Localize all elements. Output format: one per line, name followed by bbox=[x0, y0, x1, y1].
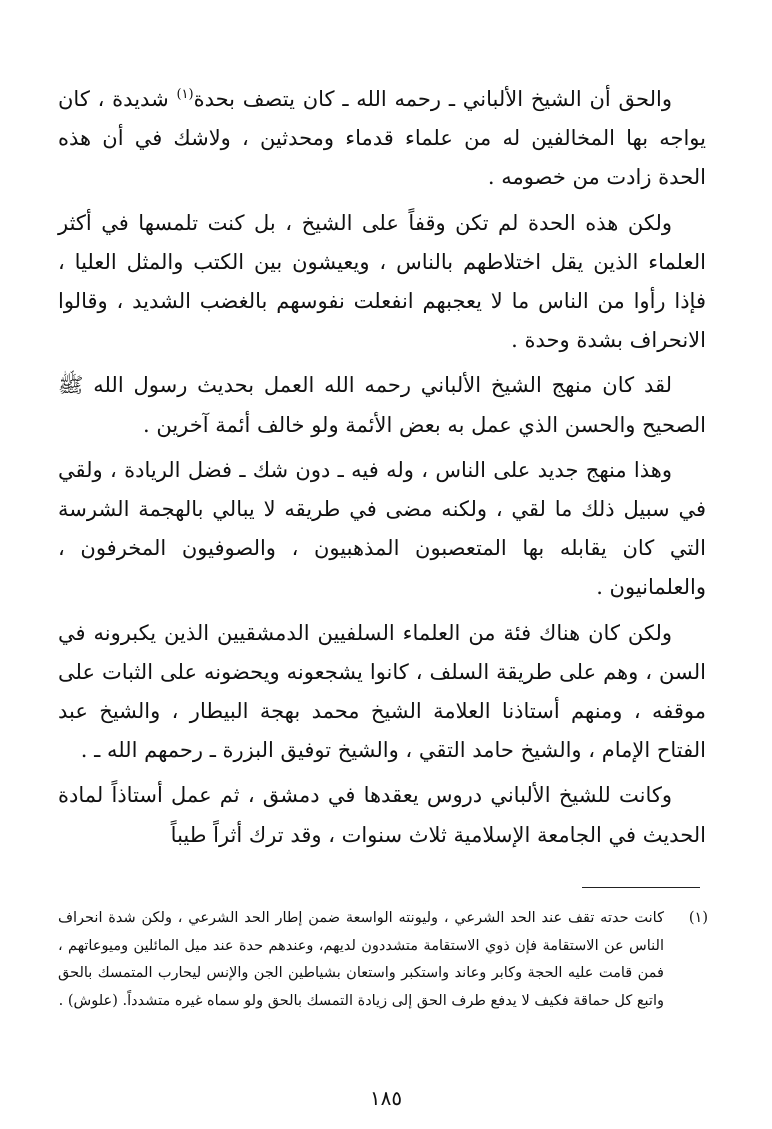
footnote-text: كانت حدته تقف عند الحد الشرعي ، وليونته الواسعة ضمن إطار الحد الشرعي ، ولكن شدة انحراف الناس عن الاستقامة فإن ذوي الاستقامة متشددون لديهم، وعندهم حدة عند ميل المائلين وميوعاتهم ، فمن قامت عليه الحجة وكابر وعاند واستكبر واستعان بشياطين الجن والإنس ليحارب المتمسك بالحق واتبع كل حماقة فكيف لا يدفع طرف الحق إلى زيادة التمسك بالحق ولو سماه غيره متشدداً. (علوش) . bbox=[58, 910, 664, 1009]
paragraph-5: ولكن كان هناك فئة من العلماء السلفيين الدمشقيين الذين يكبرونه في السن ، وهم على طريقة السلف ، كانوا يشجعونه ويحضونه على الثبات على موقفه ، ومنهم أستاذنا العلامة الشيخ محمد بهجة البيطار ، والشيخ عبد الفتاح الإمام ، والشيخ حامد التقي ، والشيخ توفيق البزرة ـ رحمهم الله ـ . bbox=[58, 620, 706, 763]
paragraph-1-text-continued: شديدة ، كان يواجه بها المخالفين له من علماء قدماء ومحدثين ، ولاشك في أن هذه الحدة زادت من خصومه . bbox=[58, 87, 706, 190]
paragraph-2: ولكن هذه الحدة لم تكن وقفاً على الشيخ ، بل كنت تلمسها في أكثر العلماء الذين يقل اختلاطهم بالناس ، ويعيشون بين الكتب والمثل العليا ، فإذا رأوا من الناس ما لا يعجبهم انفعلت نفوسهم بالغضب الشديد ، وقالوا الانحراف بشدة وحدة . bbox=[58, 210, 706, 353]
paragraph-3: لقد كان منهج الشيخ الألباني رحمه الله العمل بحديث رسول الله ﷺ الصحيح والحسن الذي عمل به بعض الأئمة ولو خالف أئمة آخرين . bbox=[58, 373, 706, 437]
paragraph-1-text: والحق أن الشيخ الألباني ـ رحمه الله ـ كان يتصف بحدة bbox=[193, 87, 672, 111]
page-number: ١٨٥ bbox=[369, 1086, 403, 1110]
paragraph-1 bbox=[58, 80, 706, 198]
paragraph-6: وكانت للشيخ الألباني دروس يعقدها في دمشق ، ثم عمل أستاذاً لمادة الحديث في الجامعة الإسلامية ثلاث سنوات ، وقد ترك أثراً طيباً bbox=[58, 783, 706, 847]
paragraph-4: وهذا منهج جديد على الناس ، وله فيه ـ دون شك ـ فضل الريادة ، ولقي في سبيل ذلك ما لقي ، ولكنه مضى في طريقه لا يبالي بالهجمة الشرسة التي كان يقابله بها المتعصبون المذهبيون ، والصوفيون المخرفون ، والعلمانيون . bbox=[58, 457, 706, 600]
main-text bbox=[58, 80, 706, 861]
footnote-marker: (١) bbox=[688, 910, 708, 926]
footnote bbox=[58, 905, 708, 1015]
footnote-divider bbox=[582, 887, 700, 888]
footnote-reference: (١) bbox=[176, 87, 194, 102]
